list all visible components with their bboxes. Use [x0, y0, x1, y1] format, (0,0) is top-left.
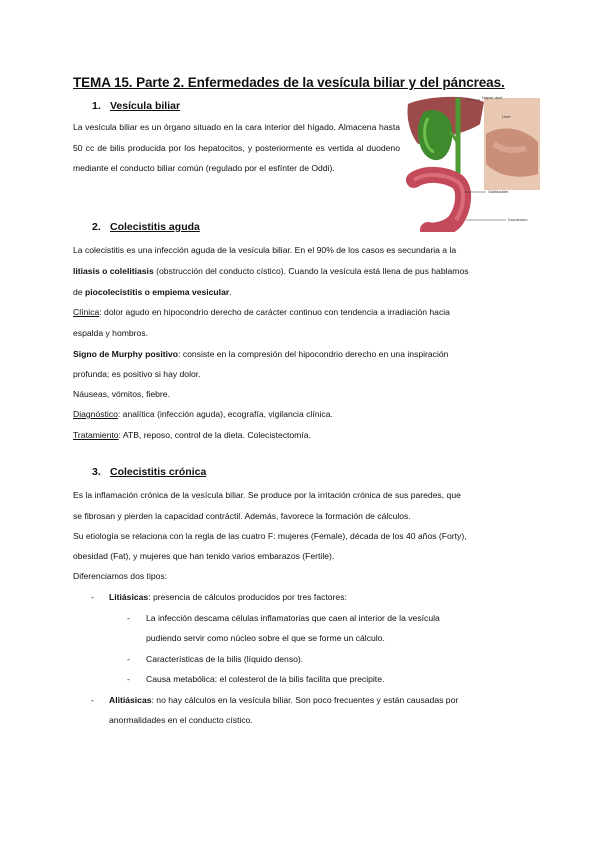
figure-label: Duodenum	[508, 217, 528, 222]
paragraph-line: anormalidades en el conducto cístico.	[109, 715, 253, 725]
bold-term: piocolecistitis o empiema vesicular	[84, 287, 230, 297]
paragraph-line: espalda y hombros.	[73, 328, 148, 338]
paragraph-line: Su etiología se relaciona con la regla de las cuatro F: mujeres (Female), década de los 40 años (Forty),	[73, 531, 467, 541]
underlined-label: Tratamiento	[73, 430, 119, 440]
paragraph-line: La colecistitis es una infección aguda de la vesícula biliar. En el 90% de los casos es secundaria a la	[73, 245, 457, 255]
paragraph-line: obesidad (Fat), y mujeres que han tenido varios embarazos (Fertile).	[73, 551, 335, 561]
section-2-heading	[92, 221, 200, 233]
page-title: TEMA 15. Parte 2. Enfermedades de la vesícula biliar y del páncreas.	[73, 75, 505, 90]
bullet-dash: -	[91, 695, 94, 705]
section-title: Colecistitis aguda	[110, 221, 200, 233]
section-1-heading	[92, 100, 180, 112]
section-number: 2.	[92, 221, 101, 233]
sub-bullet-text: pudiendo servir como núcleo sobre el que se forme un cálculo.	[146, 633, 385, 643]
diagnostico-line: Diagnóstico: analítica (infección aguda), ecografía, vigilancia clínica.	[73, 409, 333, 419]
underlined-label: Clínica	[73, 307, 100, 317]
clinica-line: Clínica: dolor agudo en hipocondrio derecho de carácter continuo con tendencia a irradiación hacia	[73, 307, 450, 317]
litiasicas-line: Litiásicas: presencia de cálculos producidos por tres factores:	[109, 592, 347, 602]
sub-bullet-dash: -	[127, 674, 130, 684]
alitiasicas-line: Alitiásicas: no hay cálculos en la vesícula biliar. Son poco frecuentes y están causadas por	[109, 695, 459, 705]
paragraph-line: Es la inflamación crónica de la vesícula biliar. Se produce por la irritación crónica de sus paredes, que	[73, 490, 461, 500]
bold-term: Alitiásicas	[109, 695, 152, 705]
sub-bullet-text: La infección descama células inflamatorias que caen al interior de la vesícula	[146, 613, 440, 623]
bold-term: Litiásicas	[109, 592, 149, 602]
paragraph-line: de piocolecistitis o empiema vesicular.	[73, 287, 232, 297]
sub-bullet-dash: -	[127, 654, 130, 664]
paragraph-line: litiasis o colelitiasis (obstrucción del conducto cístico). Cuando la vesícula está llena de pus hablamos	[73, 266, 469, 276]
bullet-dash: -	[91, 592, 94, 602]
paragraph-line: Diferenciamos dos tipos:	[73, 571, 168, 581]
paragraph-line: profunda; es positivo si hay dolor.	[73, 369, 201, 379]
tratamiento-line: Tratamiento: ATB, reposo, control de la dieta. Colecistectomía.	[73, 430, 311, 440]
murphy-line: Signo de Murphy positivo: consiste en la compresión del hipocondrio derecho en una inspiración	[73, 349, 449, 359]
anatomy-illustration	[406, 94, 540, 232]
section-number: 1.	[92, 100, 101, 112]
figure-label: Liver	[502, 114, 511, 119]
gallbladder-anatomy-figure	[406, 94, 540, 232]
section-3-heading	[92, 466, 206, 478]
bold-term: litiasis o colelitiasis	[73, 266, 154, 276]
figure-label: Hepat. duct	[482, 95, 503, 100]
underlined-label: Diagnóstico	[73, 409, 118, 419]
paragraph-line: se fibrosan y pierden la capacidad contráctil. Además, favorece la formación de cálculos.	[73, 511, 411, 521]
paragraph-line: Náuseas, vómitos, fiebre.	[73, 389, 170, 399]
section-title: Colecistitis crónica	[110, 466, 207, 478]
figure-label: Gallbladder	[488, 189, 509, 194]
sub-bullet-text: Características de la bilis (líquido denso).	[146, 654, 304, 664]
sub-bullet-dash: -	[127, 613, 130, 623]
section-1-paragraph: La vesícula biliar es un órgano situado en la cara interior del hígado. Almacena hasta 50 cc de bilis producida por los hepatocitos, y posteriormente es vertida al duodeno mediante el conducto biliar común (regulado por el esfínter de Oddi).	[73, 122, 400, 173]
sub-bullet-text: Causa metabólica: el colesterol de la bilis facilita que precipite.	[146, 674, 385, 684]
section-title: Vesícula biliar	[110, 100, 181, 112]
bold-term: Signo de Murphy positivo	[73, 349, 179, 359]
section-number: 3.	[92, 466, 101, 478]
